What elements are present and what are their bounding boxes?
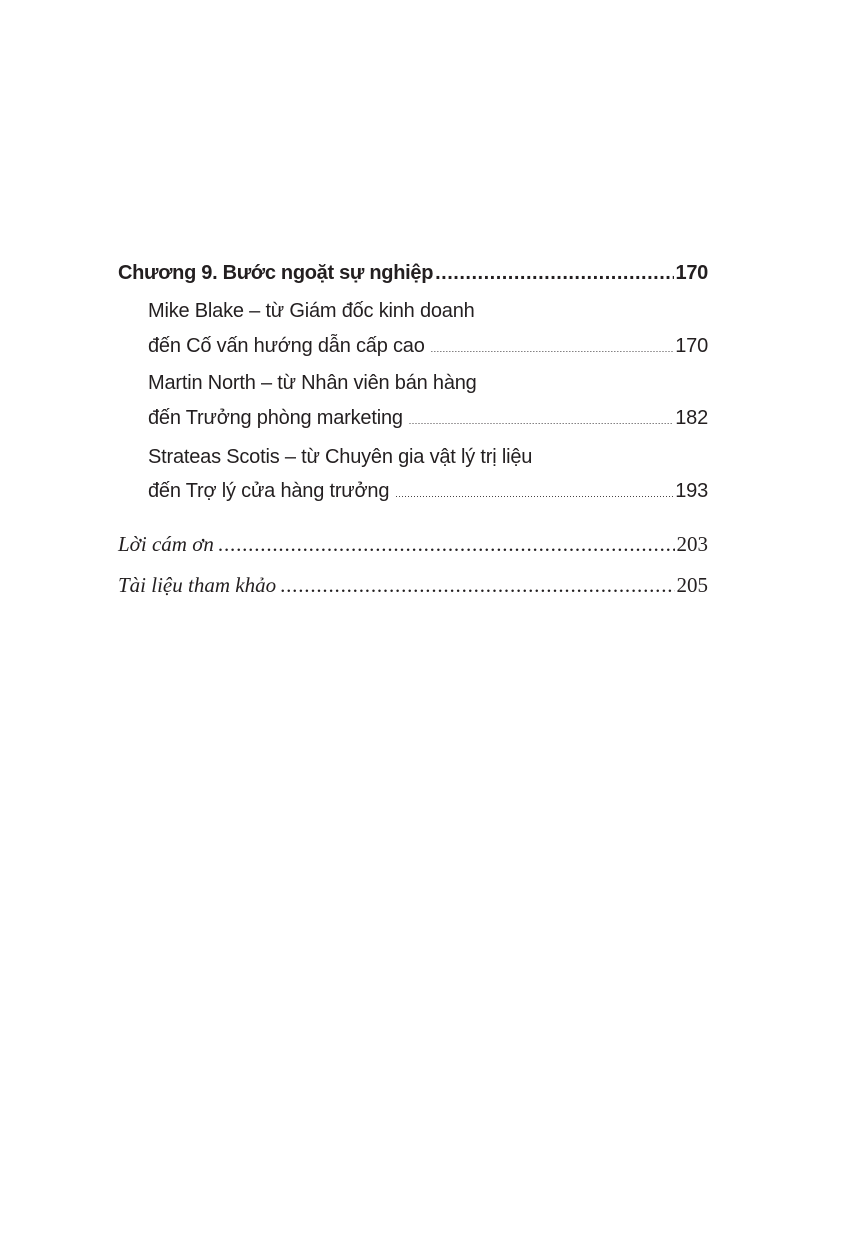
dot-leader [218,532,675,557]
back-matter-title: Tài liệu tham khảo [118,573,277,597]
toc-sub-entry-line1[interactable] [148,446,708,469]
dot-leader [431,344,674,354]
back-matter-page-number: 205 [676,573,708,597]
sub-entry-title: Martin North – từ Nhân viên bán hàng [148,372,477,394]
back-matter-page-number: 203 [676,532,708,556]
sub-entry-title: Strateas Scotis – từ Chuyên gia vật lý trị liệu [148,446,533,468]
toc-sub-entry-line1[interactable] [148,300,708,323]
toc-sub-entry-line1[interactable] [148,372,708,395]
sub-entry-title-cont: đến Cố vấn hướng dẫn cấp cao [148,335,425,357]
sub-entry-page-number: 182 [675,407,708,429]
toc-back-matter-entry[interactable] [118,532,708,557]
toc-chapter-entry[interactable] [118,262,708,285]
sub-entry-title: Mike Blake – từ Giám đốc kinh doanh [148,300,475,322]
sub-entry-page-number: 170 [675,335,708,357]
dot-leader [409,416,673,426]
sub-entry-page-number: 193 [675,480,708,502]
dot-leader [395,489,673,499]
toc-sub-entry-line2[interactable] [148,407,708,430]
sub-entry-title-cont: đến Trưởng phòng marketing [148,407,403,429]
chapter-title: Chương 9. Bước ngoặt sự nghiệp [118,262,434,284]
toc-sub-entry-line2[interactable] [148,335,708,358]
back-matter-title: Lời cám ơn [118,532,214,556]
toc-back-matter-entry[interactable] [118,573,708,598]
chapter-page-number: 170 [675,262,708,284]
sub-entry-title-cont: đến Trợ lý cửa hàng trưởng [148,480,390,502]
dot-leader [280,573,674,598]
dot-leader [435,262,673,285]
toc-sub-entry-line2[interactable] [148,480,708,503]
